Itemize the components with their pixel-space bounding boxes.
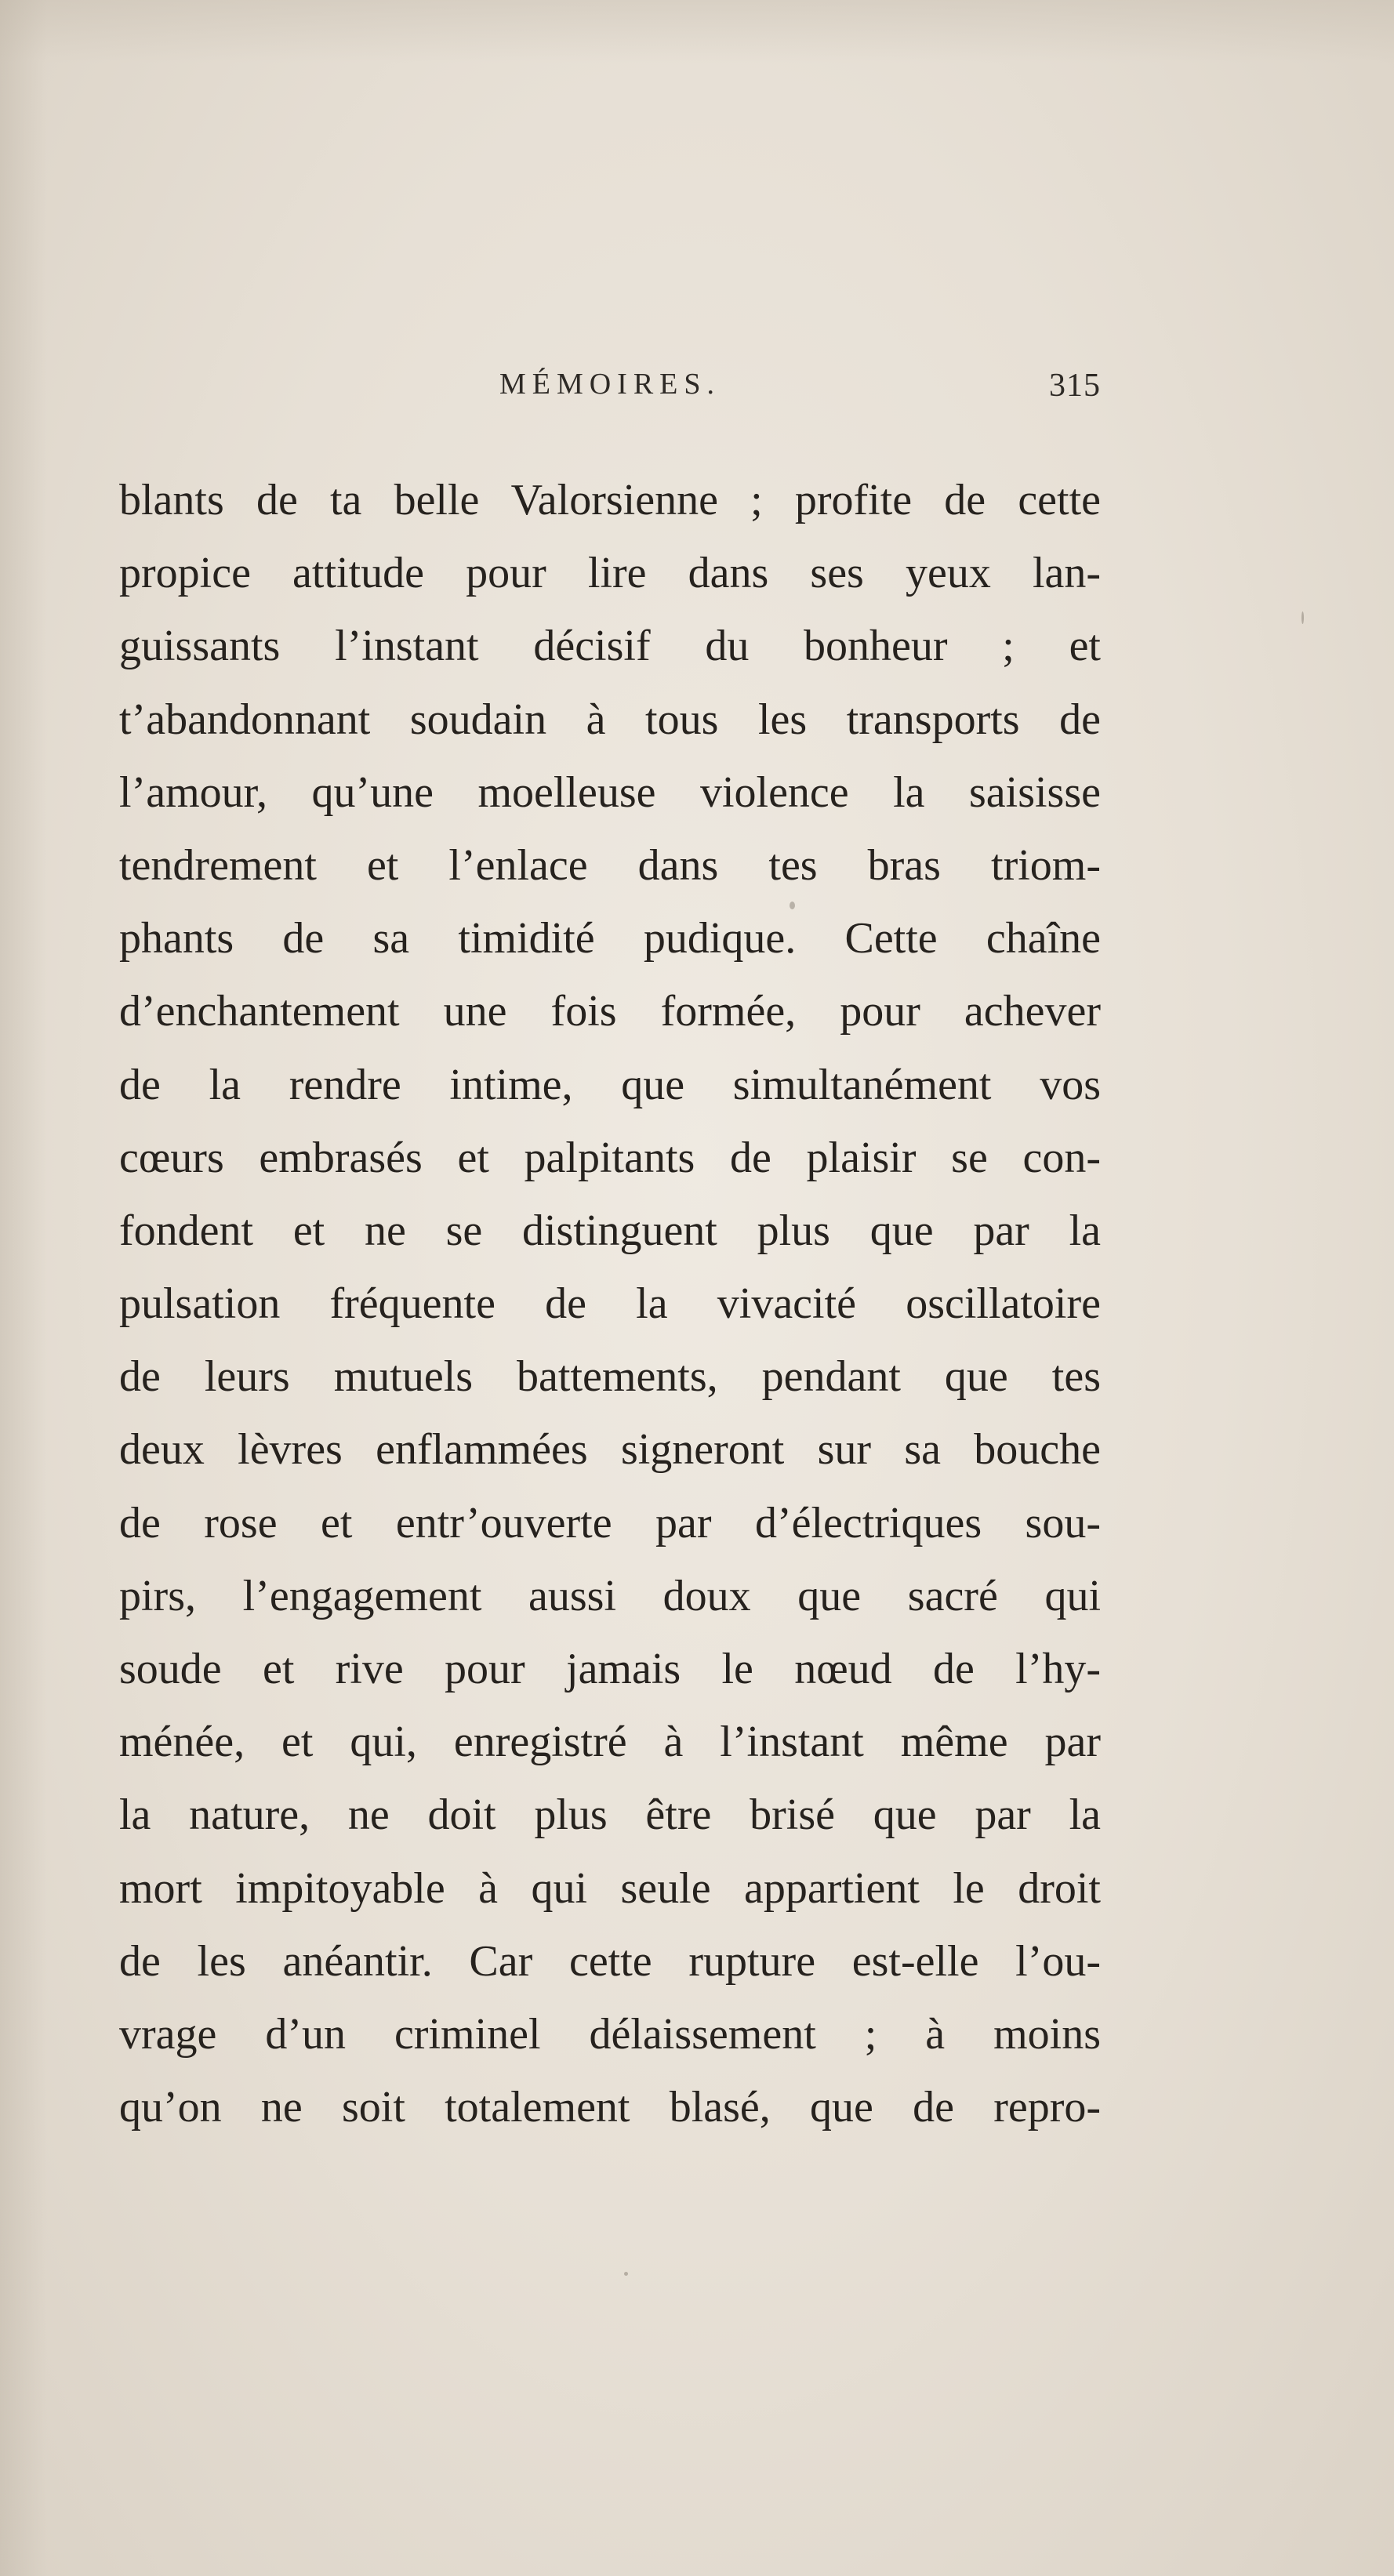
text-line: pirs, l’engagement aussi doux que sacré qui <box>119 1571 1101 1620</box>
text-line: propice attitude pour lire dans ses yeux lan- <box>119 549 1101 598</box>
text-line: fondent et ne se distinguent plus que par la <box>119 1206 1101 1255</box>
text-line: de les anéantir. Car cette rupture est-elle l’ou- <box>119 1936 1101 1986</box>
page-shadow-top <box>0 0 1394 63</box>
text-line: phants de sa timidité pudique. Cette chaîne <box>119 914 1101 963</box>
text-line: deux lèvres enflammées signeront sur sa bouche <box>119 1425 1101 1475</box>
paper-speck <box>624 2272 628 2276</box>
text-line: d’enchantement une fois formée, pour achever <box>119 987 1101 1036</box>
text-line: blants de ta belle Valorsienne ; profite de cette <box>119 476 1101 524</box>
text-line: la nature, ne doit plus être brisé que par la <box>119 1791 1101 1840</box>
text-line: vrage d’un criminel délaissement ; à moins <box>119 2009 1101 2059</box>
text-line: t’abandonnant soudain à tous les transports de <box>119 695 1101 744</box>
text-line: de la rendre intime, que simultanément vos <box>119 1060 1101 1109</box>
text-line: tendrement et l’enlace dans tes bras triom- <box>119 840 1101 890</box>
paper-speck <box>790 902 795 909</box>
text-line: de leurs mutuels battements, pendant que tes <box>119 1352 1101 1402</box>
text-line: pulsation fréquente de la vivacité oscillatoire <box>119 1279 1101 1329</box>
page-shadow-left <box>0 0 47 2576</box>
text-line: l’amour, qu’une moelleuse violence la saisisse <box>119 767 1101 817</box>
text-line: mort impitoyable à qui seule appartient le droit <box>119 1863 1101 1913</box>
running-head <box>119 367 1101 414</box>
page-number: 315 <box>1049 368 1101 404</box>
body-text <box>119 464 1101 2144</box>
text-line: guissants l’instant décisif du bonheur ; et <box>119 622 1101 671</box>
text-line: ménée, et qui, enregistré à l’instant même par <box>119 1718 1101 1767</box>
paper-speck <box>1301 611 1304 624</box>
running-title: MÉMOIRES. <box>499 368 721 401</box>
text-line: de rose et entr’ouverte par d’électriques sou- <box>119 1498 1101 1547</box>
text-line: qu’on ne soit totalement blasé, que de repro- <box>119 2083 1101 2132</box>
text-line: cœurs embrasés et palpitants de plaisir se con- <box>119 1133 1101 1182</box>
text-line: soude et rive pour jamais le nœud de l’hy- <box>119 1645 1101 1693</box>
